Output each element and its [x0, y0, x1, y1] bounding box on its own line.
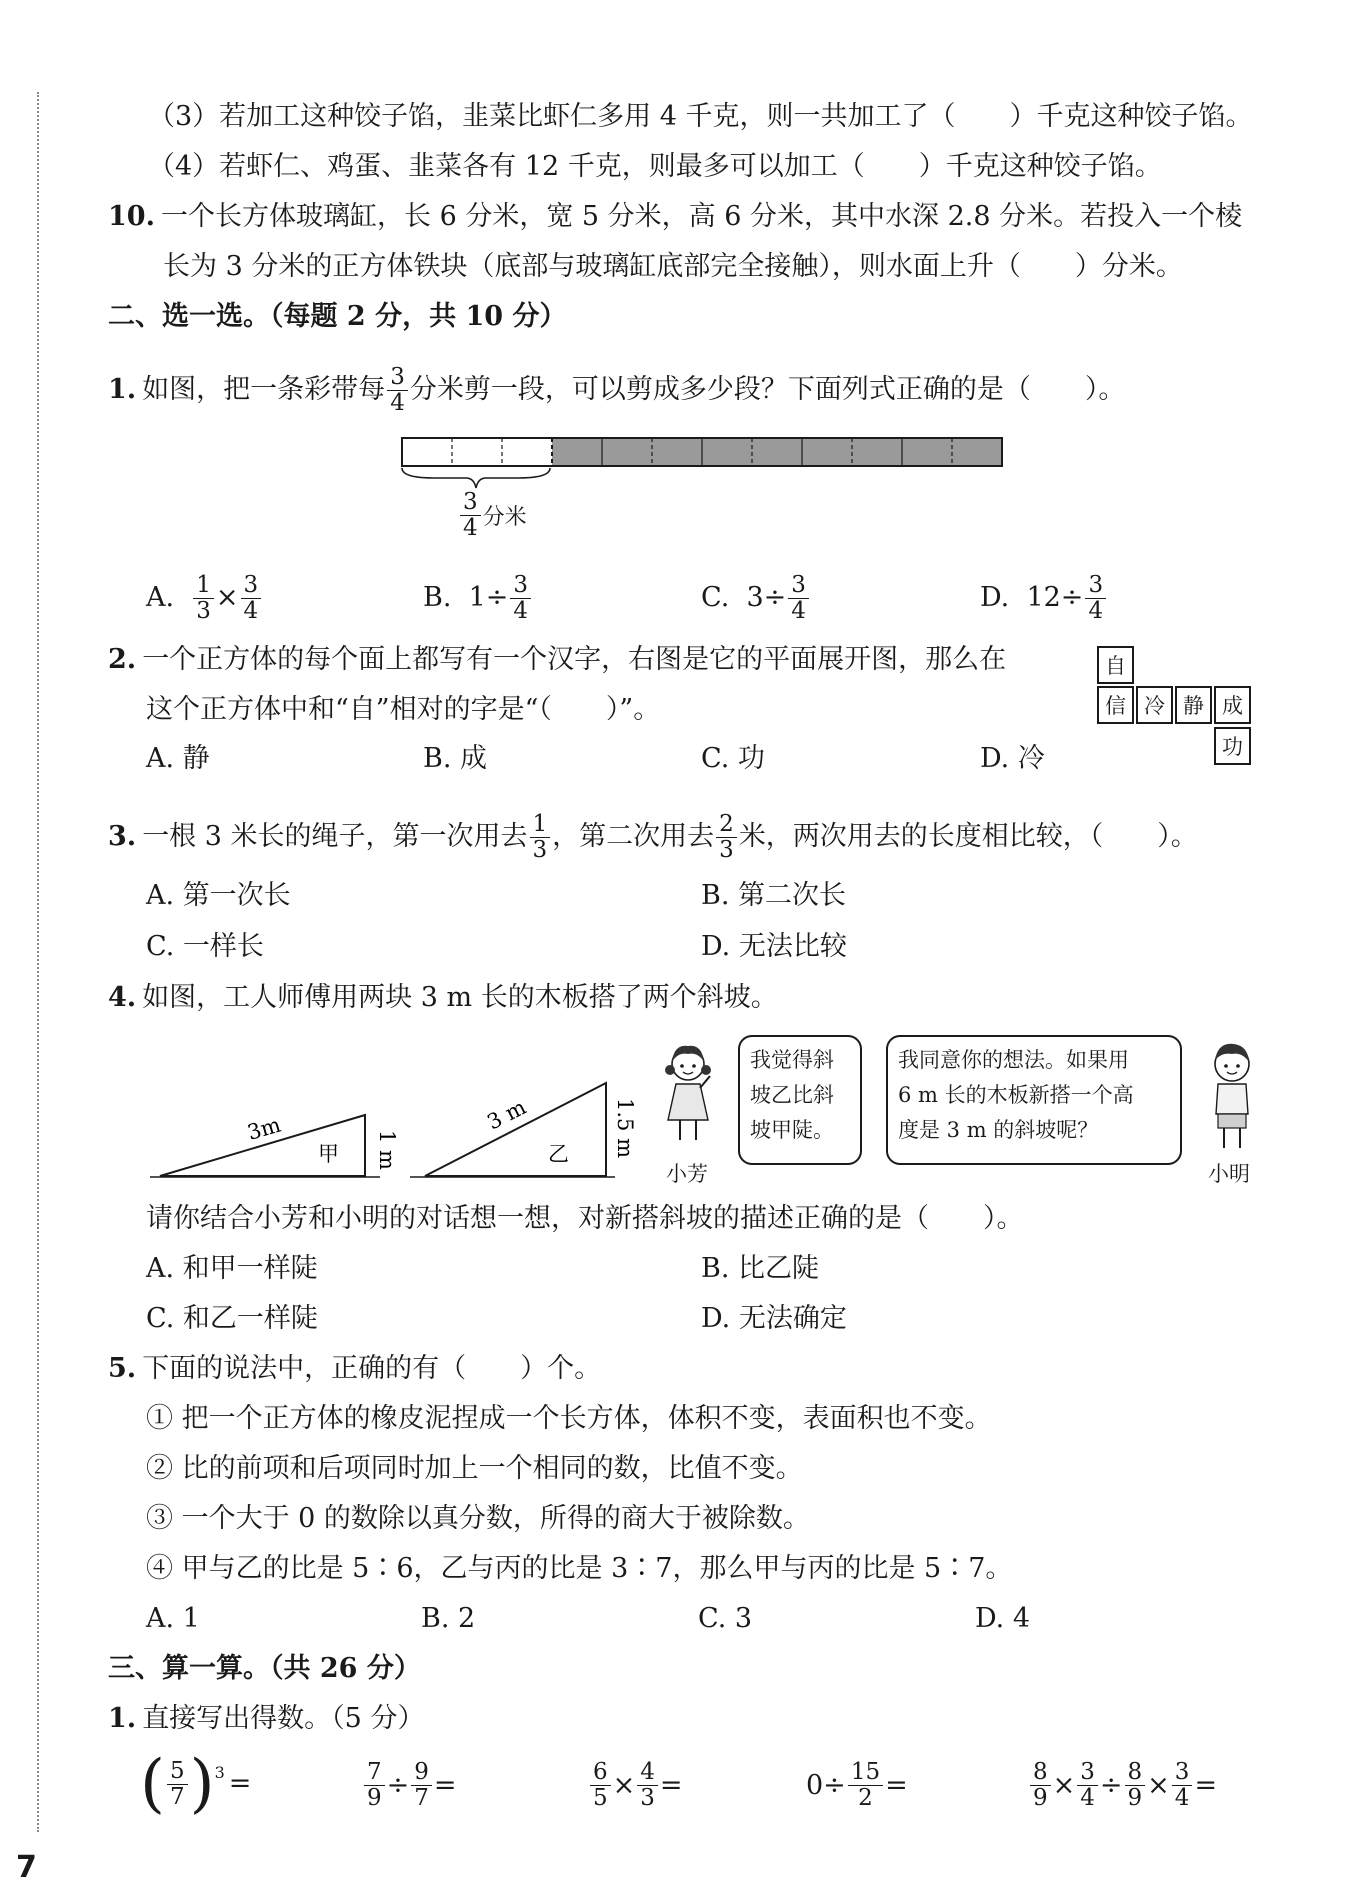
slope2-length: 3 m: [483, 1094, 530, 1135]
xiaoming-figure-icon: [1200, 1038, 1264, 1156]
ribbon-label: [458, 490, 527, 541]
s2-q1-post: 分米剪一段，可以剪成多少段？下面列式正确的是（ ）。: [409, 374, 1126, 405]
s2-q5-option-d[interactable]: D. 4: [975, 1603, 1031, 1634]
s2-q2-option-c[interactable]: C. 功: [701, 743, 765, 774]
ribbon-brace: [402, 468, 550, 488]
xiaoming-line-2: 6 m 长的木板新搭一个高: [898, 1083, 1134, 1107]
s2-q5-statement-3: ③ 一个大于 0 的数除以真分数，所得的商大于被除数。: [146, 1503, 810, 1534]
xiaofang-line-3: 坡甲陡。: [750, 1118, 834, 1142]
ribbon-strip: [402, 438, 1002, 466]
s2-q1-pre: 如图，把一条彩带每: [142, 374, 386, 405]
s2-q5-option-b[interactable]: B. 2: [421, 1603, 476, 1634]
slope1-name: 甲: [318, 1142, 339, 1166]
s3-expr-5: $\frac{8}{9}$ × $\frac{3}{4}$ ÷ $\frac{8}{9}$ × $\frac{3}{4}$ =: [1028, 1760, 1217, 1811]
net-top: 自: [1097, 646, 1134, 684]
s2-q1-fraction: $\frac{3}{4}$: [387, 365, 408, 416]
net-cell-2: 冷: [1136, 686, 1173, 724]
s3-expr-2: $\frac{7}{9}$ ÷ $\frac{9}{7}$ =: [362, 1760, 457, 1811]
ribbon-grey-piece: [802, 438, 852, 466]
s2-q5-statement-1: ① 把一个正方体的橡皮泥捏成一个长方体，体积不变，表面积也不变。: [146, 1403, 992, 1434]
s2-q2-line1: [108, 643, 1006, 677]
xiaofang-figure-icon: [658, 1040, 718, 1150]
slopes-diagram: [140, 1060, 637, 1190]
xiaofang-name: 小芳: [666, 1162, 708, 1186]
net-cell-3: 静: [1175, 686, 1212, 724]
xiaofang-line-1: 我觉得斜: [750, 1048, 834, 1072]
s2-q4-option-c[interactable]: C. 和乙一样陡: [146, 1303, 318, 1334]
s2-q4-option-d[interactable]: D. 无法确定: [701, 1303, 847, 1334]
ribbon-grey-piece: [852, 438, 902, 466]
s2-q3-option-a[interactable]: A. 第一次长: [146, 880, 291, 911]
s3-expr-3: $\frac{6}{5}$ × $\frac{4}{3}$ =: [588, 1760, 683, 1811]
xiaoming-name: 小明: [1208, 1162, 1250, 1186]
ribbon-grey-piece: [652, 438, 702, 466]
s2-q1-number: 1.: [108, 374, 137, 405]
s2-q4-question: 请你结合小芳和小明的对话想一想，对新搭斜坡的描述正确的是（ ）。: [146, 1203, 1024, 1234]
section3-title: 三、算一算。: [108, 1653, 270, 1684]
section2-heading: [108, 300, 566, 334]
s2-q3-number: 3.: [108, 821, 137, 852]
s2-q1-option-c[interactable]: C. 3÷ $\frac{3}{4}$: [701, 573, 811, 624]
ribbon-grey-piece: [752, 438, 802, 466]
page-number: 7: [16, 1850, 37, 1885]
xiaofang-line-2: 坡乙比斜: [750, 1083, 834, 1107]
binding-margin-line: [37, 92, 39, 1832]
slope2-name: 乙: [548, 1142, 569, 1166]
s2-q5-stem: 5. 下面的说法中，正确的有（ ）个。: [108, 1353, 602, 1384]
q10-text-a: 一个长方体玻璃缸，长 6 分米，宽 5 分米，高 6 分米，其中水深 2.8 分米。若投入一个棱: [160, 201, 1243, 232]
xiaoming-speech-bubble: [886, 1035, 1182, 1165]
s2-q5-statement-4: ④ 甲与乙的比是 5∶6，乙与丙的比是 3∶7，那么甲与丙的比是 5∶7。: [146, 1553, 1013, 1584]
q9-part4: （4）若虾仁、鸡蛋、韭菜各有 12 千克，则最多可以加工（ ）千克这种饺子馅。: [148, 151, 1162, 182]
q10-line1: [108, 200, 1242, 234]
s2-q3-option-d[interactable]: D. 无法比较: [701, 931, 847, 962]
s2-q1-stem: [108, 365, 1125, 416]
q10-line2: 长为 3 分米的正方体铁块（底部与玻璃缸底部完全接触），则水面上升（ ）分米。: [163, 251, 1183, 282]
s2-q2-option-d[interactable]: D. 冷: [980, 743, 1045, 774]
ribbon-label-fraction: $\frac{3}{4}$: [460, 490, 481, 541]
q9-part3: （3）若加工这种饺子馅，韭菜比虾仁多用 4 千克，则一共加工了（ ）千克这种饺子馅。: [148, 101, 1253, 132]
s2-q5-statement-2: ② 比的前项和后项同时加上一个相同的数，比值不变。: [146, 1453, 803, 1484]
s2-q1-option-d[interactable]: D. 12÷ $\frac{3}{4}$: [980, 573, 1108, 624]
s2-q3-option-c[interactable]: C. 一样长: [146, 931, 264, 962]
s2-q3-stem: 3. 一根 3 米长的绳子，第一次用去 $\frac{1}{3}$ ，第二次用去 $\frac{2}{3}$ 米，两次用去的长度相比较，（ ）。: [108, 811, 1198, 863]
q10-number: 10.: [108, 201, 155, 232]
s2-q1-option-b[interactable]: B. 1÷ $\frac{3}{4}$: [423, 573, 533, 624]
s2-q2-option-a[interactable]: A. 静: [146, 743, 210, 774]
s3-expr-1: ( $\frac{5}{7}$ ) 3 =: [140, 1747, 252, 1821]
s2-q2-number: 2.: [108, 644, 137, 675]
s2-q2-line2: 这个正方体中和“自”相对的字是“（ ）”。: [146, 694, 661, 725]
slope1-length: 3m: [244, 1112, 284, 1145]
s2-q4-option-b[interactable]: B. 比乙陡: [701, 1253, 820, 1284]
s2-q1-option-a[interactable]: A. $\frac{1}{3}$ × $\frac{3}{4}$: [146, 573, 263, 624]
ribbon-grey-piece: [552, 438, 602, 466]
s2-q4-option-a[interactable]: A. 和甲一样陡: [146, 1253, 318, 1284]
s2-q5-option-a[interactable]: A. 1: [146, 1603, 200, 1634]
ribbon-grey-piece: [702, 438, 752, 466]
s2-q2-text-a: 一个正方体的每个面上都写有一个汉字，右图是它的平面展开图，那么在: [142, 644, 1007, 675]
s2-q2-option-b[interactable]: B. 成: [423, 743, 488, 774]
s3-expr-4: 0÷ $\frac{15}{2}$ =: [806, 1759, 908, 1811]
s2-q4-stem: 4. 如图，工人师傅用两块 3 m 长的木板搭了两个斜坡。: [108, 982, 778, 1013]
xiaofang-speech-bubble: [738, 1035, 862, 1165]
xiaoming-line-3: 度是 3 m 的斜坡呢？: [898, 1118, 1099, 1142]
ribbon-grey-piece: [602, 438, 652, 466]
net-bottom: 功: [1214, 727, 1251, 765]
net-cell-4: 成: [1214, 686, 1251, 724]
s3-q1-number: 1.: [108, 1703, 137, 1734]
slope2-height: 1.5 m: [613, 1098, 637, 1158]
section3-score: （共 26 分）: [270, 1653, 421, 1684]
s2-q5-option-c[interactable]: C. 3: [698, 1603, 753, 1634]
ribbon-grey-piece: [902, 438, 952, 466]
ribbon-grey-piece: [952, 438, 1002, 466]
s2-q5-number: 5.: [108, 1353, 137, 1384]
slope1-height: 1 m: [375, 1130, 399, 1170]
s3-q1-stem: 1. 直接写出得数。（5 分）: [108, 1703, 425, 1734]
net-cell-1: 信: [1097, 686, 1134, 724]
section2-title: 二、选一选。: [108, 301, 270, 332]
ribbon-label-unit: 分米: [482, 505, 527, 530]
s2-q4-number: 4.: [108, 982, 137, 1013]
section2-score: （每题 2 分，共 10 分）: [270, 301, 567, 332]
xiaoming-line-1: 我同意你的想法。如果用: [898, 1048, 1129, 1072]
s2-q3-option-b[interactable]: B. 第二次长: [701, 880, 847, 911]
section3-heading: [108, 1652, 421, 1686]
